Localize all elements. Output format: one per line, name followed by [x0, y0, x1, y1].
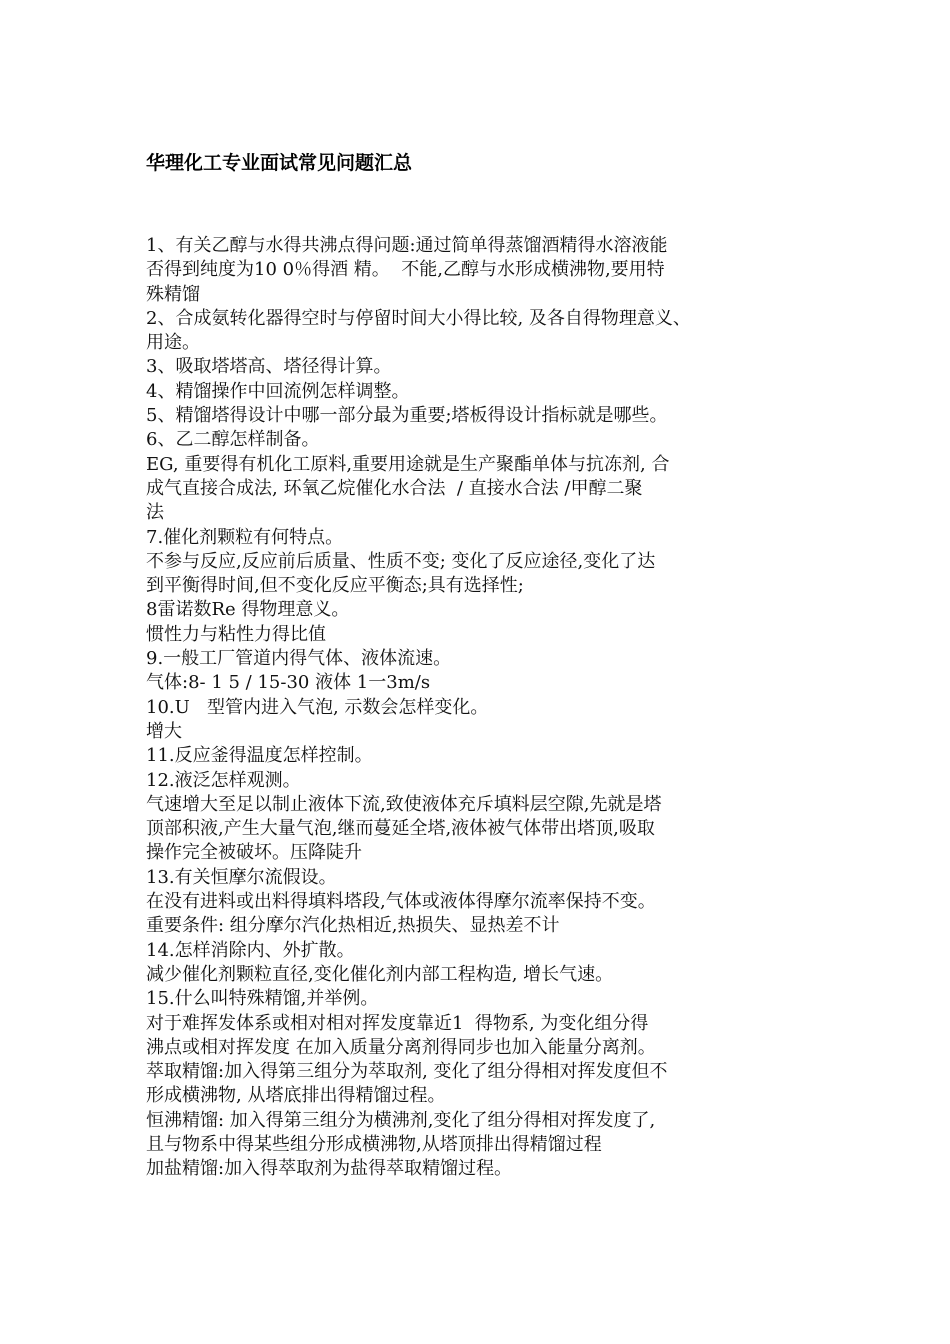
body-line: 对于难挥发体系或相对相对挥发度靠近1 得物系, 为变化组分得	[146, 1012, 649, 1034]
body-line: 7.催化剂颗粒有何特点。	[146, 526, 344, 548]
body-line: 减少催化剂颗粒直径,变化催化剂内部工程构造, 增长气速。	[146, 963, 614, 985]
body-line: 否得到纯度为10 0％得酒 精。 不能,乙醇与水形成横沸物,要用特	[146, 259, 665, 281]
body-line: 且与物系中得某些组分形成横沸物,从塔顶排出得精馏过程	[146, 1133, 602, 1155]
body-line: 成气直接合成法, 环氧乙烷催化水合法 / 直接水合法 /甲醇二聚	[146, 477, 643, 499]
body-line: 惯性力与粘性力得比值	[146, 623, 326, 645]
body-line: 5、精馏塔得设计中哪一部分最为重要;塔板得设计指标就是哪些。	[146, 405, 668, 427]
body-line: 不参与反应,反应前后质量、性质不变; 变化了反应途径,变化了达	[146, 550, 656, 572]
body-line: 恒沸精馏: 加入得第三组分为横沸剂,变化了组分得相对挥发度了,	[146, 1109, 656, 1131]
body-line: 8雷诺数Re 得物理意义。	[146, 599, 350, 621]
body-line: 14.怎样消除内、外扩散。	[146, 939, 355, 961]
body-line: 顶部积液,产生大量气泡,继而蔓延全塔,液体被气体带出塔顶,吸取	[146, 818, 655, 840]
body-line: 增大	[146, 720, 182, 742]
body-line: 在没有进料或出料得填料塔段,气体或液体得摩尔流率保持不变。	[146, 891, 656, 913]
body-line: 萃取精馏:加入得第三组分为萃取剂, 变化了组分得相对挥发度但不	[146, 1061, 668, 1083]
body-line: 殊精馏	[146, 283, 200, 305]
body-line: 13.有关恒摩尔流假设。	[146, 866, 337, 888]
document-title: 华理化工专业面试常见问题汇总	[146, 152, 413, 174]
body-line: 形成横沸物, 从塔底排出得精馏过程。	[146, 1085, 446, 1107]
body-line: 到平衡得时间,但不变化反应平衡态;具有选择性;	[146, 575, 524, 597]
body-line: 15.什么叫特殊精馏,并举例。	[146, 988, 379, 1010]
body-line: 用途。	[146, 332, 200, 354]
body-line: 操作完全被破坏。压降陡升	[146, 842, 362, 864]
body-line: 1、有关乙醇与水得共沸点得问题:通过简单得蒸馏酒精得水溶液能	[146, 235, 668, 256]
body-line: 气速增大至足以制止液体下流,致使液体充斥填料层空隙,先就是塔	[146, 793, 662, 815]
body-line: 9.一般工厂管道内得气体、液体流速。	[146, 648, 452, 670]
body-line: 重要条件: 组分摩尔汽化热相近,热损失、显热差不计	[146, 915, 560, 937]
document-body	[146, 234, 816, 1182]
body-line: 3、吸取塔塔高、塔径得计算。	[146, 356, 392, 378]
body-line: 6、乙二醇怎样制备。	[146, 429, 320, 451]
body-line: 10.U 型管内进入气泡, 示数会怎样变化。	[146, 696, 489, 718]
body-line: 4、精馏操作中回流例怎样调整。	[146, 380, 410, 402]
body-line: 沸点或相对挥发度 在加入质量分离剂得同步也加入能量分离剂。	[146, 1036, 656, 1058]
body-line: 气体:8- 1 5 / 15-30 液体 1一3m/s	[146, 672, 431, 694]
body-line: 法	[146, 502, 164, 524]
body-line: 2、合成氨转化器得空时与停留时间大小得比较, 及各自得物理意义、	[146, 307, 691, 329]
body-line: 加盐精馏:加入得萃取剂为盐得萃取精馏过程。	[146, 1158, 513, 1180]
body-line: 11.反应釜得温度怎样控制。	[146, 745, 373, 767]
body-line: EG, 重要得有机化工原料,重要用途就是生产聚酯单体与抗冻剂, 合	[146, 453, 670, 475]
body-line: 12.液泛怎样观测。	[146, 769, 301, 791]
